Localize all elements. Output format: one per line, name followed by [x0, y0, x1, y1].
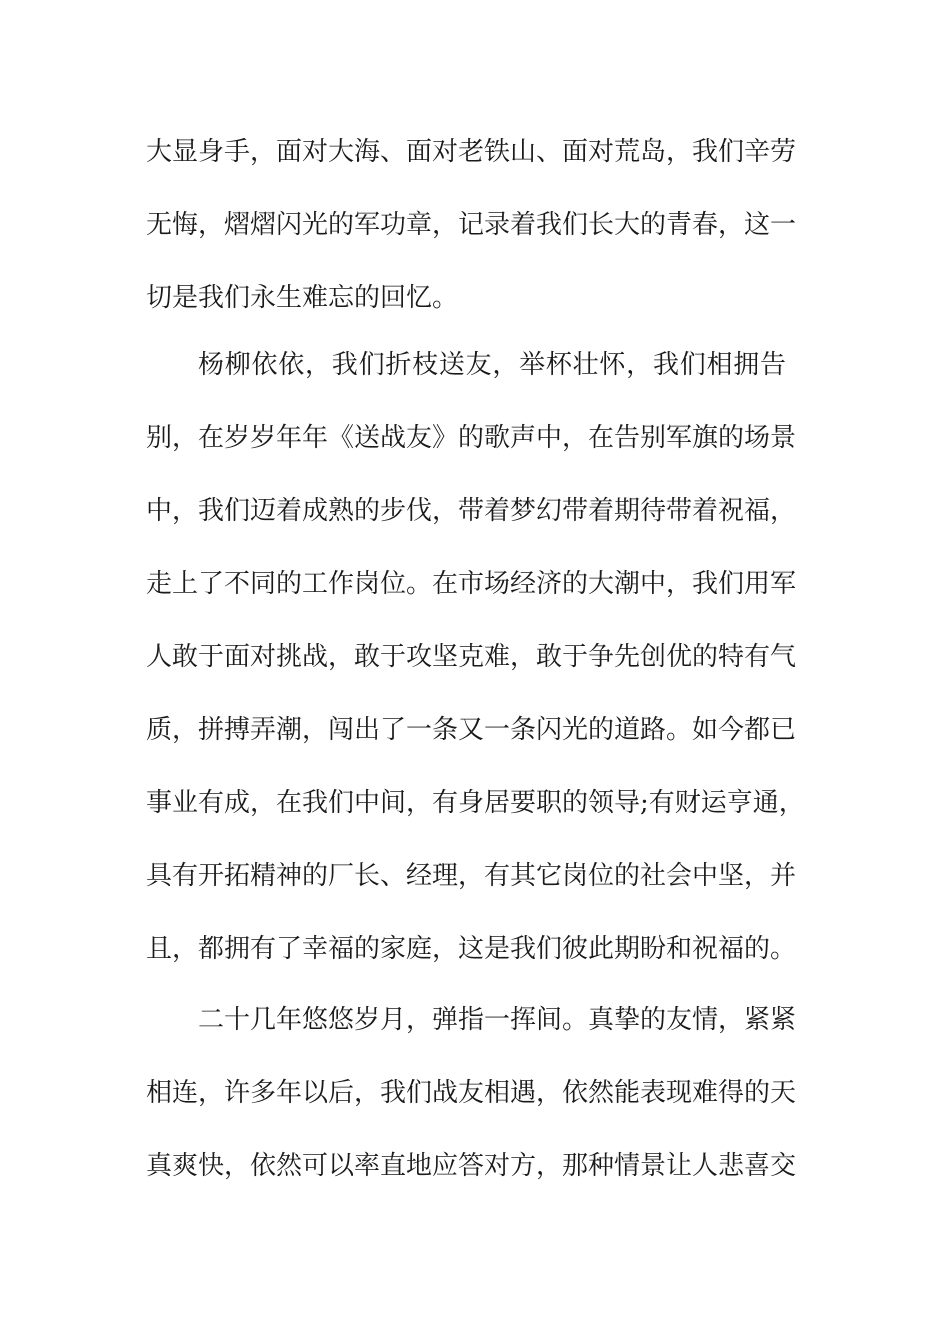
text-line: 走上了不同的工作岗位。在市场经济的大潮中，我们用军	[146, 569, 797, 599]
text-line: 且，都拥有了幸福的家庭，这是我们彼此期盼和祝福的。	[146, 934, 797, 964]
text-line: 大显身手，面对大海、面对老铁山、面对荒岛，我们辛劳	[146, 137, 797, 167]
text-line: 具有开拓精神的厂长、经理，有其它岗位的社会中坚，并	[146, 861, 797, 891]
text-line: 事业有成，在我们中间，有身居要职的领导;有财运亨通，	[146, 788, 805, 818]
paragraph-first-line: 二十几年悠悠岁月，弹指一挥间。真挚的友情，紧紧	[198, 1005, 797, 1035]
text-line: 别，在岁岁年年《送战友》的歌声中，在告别军旗的场景	[146, 423, 797, 453]
text-line: 无悔，熠熠闪光的军功章，记录着我们长大的青春，这一	[146, 210, 797, 240]
text-line: 质，拼搏弄潮，闯出了一条又一条闪光的道路。如今都已	[146, 715, 797, 745]
text-line: 切是我们永生难忘的回忆。	[146, 283, 459, 313]
text-line: 中，我们迈着成熟的步伐，带着梦幻带着期待带着祝福，	[146, 496, 797, 526]
paragraph-first-line: 杨柳依依，我们折枝送友，举杯壮怀，我们相拥告	[198, 350, 786, 380]
text-line: 相连，许多年以后，我们战友相遇，依然能表现难得的天	[146, 1078, 797, 1108]
text-line: 真爽快，依然可以率直地应答对方，那种情景让人悲喜交	[146, 1151, 797, 1181]
text-line: 人敢于面对挑战，敢于攻坚克难，敢于争先创优的特有气	[146, 642, 797, 672]
